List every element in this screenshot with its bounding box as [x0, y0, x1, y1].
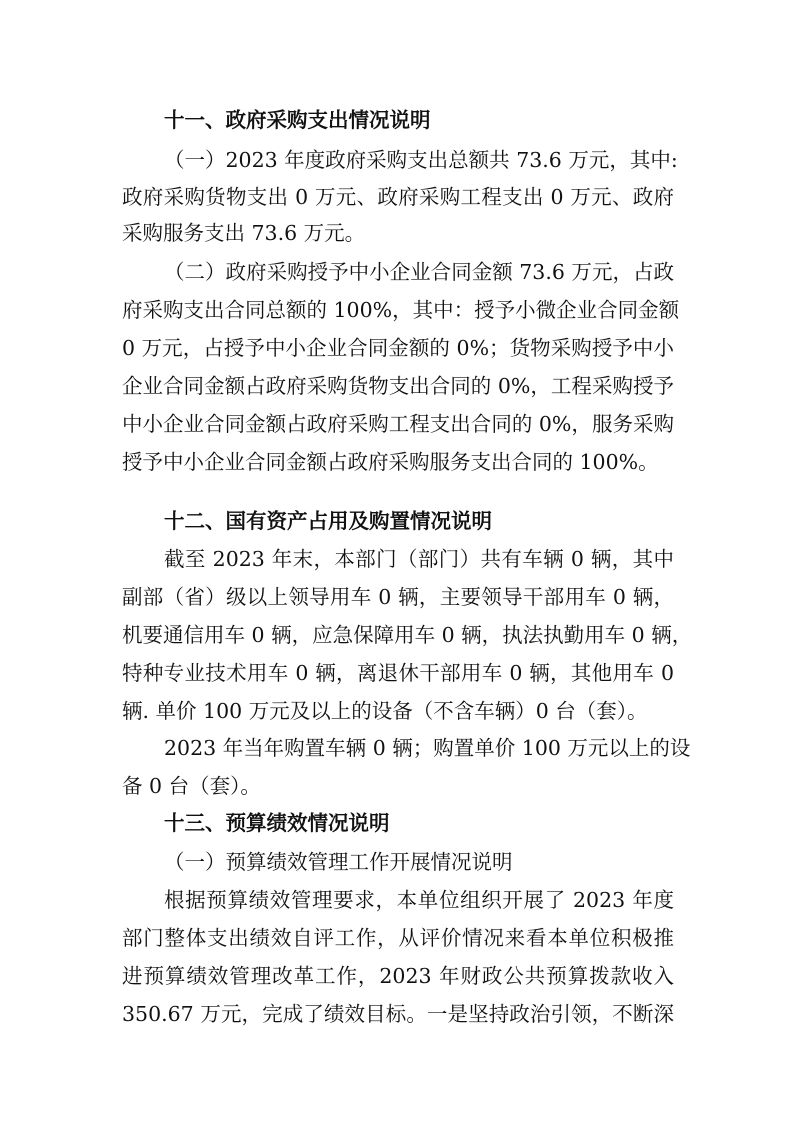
section-11-p1-line-2: 政府采购货物支出 0 万元、政府采购工程支出 0 万元、政府 — [122, 185, 674, 209]
section-12-p2-line-1: 2023 年当年购置车辆 0 辆；购置单价 100 万元以上的设 — [164, 736, 691, 760]
section-13-heading: 十三、预算绩效情况说明 — [164, 811, 390, 835]
section-11-p2-line-2: 府采购支出合同总额的 100%，其中：授予小微企业合同金额 — [122, 298, 680, 322]
section-12-p1-line-5: 辆. 单价 100 万元及以上的设备（不含车辆）0 台（套）。 — [122, 699, 648, 723]
section-12-p1-line-2: 副部（省）级以上领导用车 0 辆，主要领导干部用车 0 辆， — [122, 585, 674, 609]
section-13-p1-line-4: 350.67 万元，完成了绩效目标。一是坚持政治引领，不断深 — [122, 1002, 674, 1026]
section-11-p2-line-5: 中小企业合同金额占政府采购工程支出合同的 0%，服务采购 — [122, 412, 674, 436]
section-13-p1-line-2: 部门整体支出绩效自评工作，从评价情况来看本单位积极推 — [122, 926, 674, 950]
section-13-p1-line-1: 根据预算绩效管理要求，本单位组织开展了 2023 年度 — [164, 888, 674, 912]
section-12-p2-line-2: 备 0 台（套）。 — [122, 774, 261, 798]
section-11-p2-line-4: 企业合同金额占政府采购货物支出合同的 0%，工程采购授予 — [122, 374, 674, 398]
section-11-p2-line-1: （二）政府采购授予中小企业合同金额 73.6 万元，占政 — [164, 260, 674, 284]
section-12-p1-line-1: 截至 2023 年末，本部门（部门）共有车辆 0 辆，其中 — [164, 547, 674, 571]
section-12-p1-line-4: 特种专业技术用车 0 辆，离退休干部用车 0 辆，其他用车 0 — [122, 661, 674, 685]
section-12-heading: 十二、国有资产占用及购置情况说明 — [164, 509, 492, 533]
section-11-p1-line-3: 采购服务支出 73.6 万元。 — [122, 221, 366, 245]
section-13-p1-line-3: 进预算绩效管理改革工作，2023 年财政公共预算拨款收入 — [122, 964, 674, 988]
section-11-heading: 十一、政府采购支出情况说明 — [164, 108, 431, 132]
section-11-p2-line-6: 授予中小企业合同金额占政府采购服务支出合同的 100%。 — [122, 450, 659, 474]
section-12-p1-line-3: 机要通信用车 0 辆，应急保障用车 0 辆，执法执勤用车 0 辆， — [122, 623, 693, 647]
section-11-p1-line-1: （一）2023 年度政府采购支出总额共 73.6 万元，其中: — [164, 148, 678, 172]
section-13-subheading: （一）预算绩效管理工作开展情况说明 — [164, 850, 513, 874]
section-11-p2-line-3: 0 万元，占授予中小企业合同金额的 0%；货物采购授予中小 — [122, 336, 674, 360]
